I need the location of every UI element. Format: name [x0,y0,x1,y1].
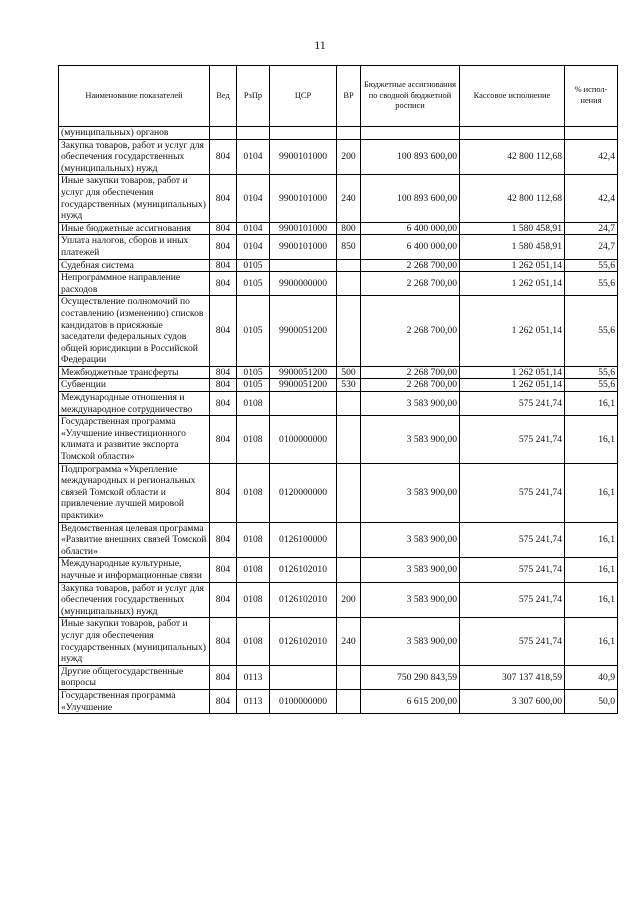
cell-csr: 9900101000 [270,175,337,222]
cell-rzpr: 0105 [237,272,270,296]
cell-plan: 6 615 200,00 [361,689,460,713]
cell-exec: 3 307 600,00 [460,689,565,713]
cell-vr [337,665,361,689]
cell-name: Иные закупки товаров, работ и услуг для обеспечения государственных (муниципальных) нужд [59,618,210,665]
cell-pct: 16,1 [565,416,618,463]
cell-vr: 530 [337,379,361,392]
cell-plan: 2 268 700,00 [361,379,460,392]
cell-csr: 0126102010 [270,558,337,582]
cell-rzpr: 0108 [237,522,270,558]
cell-csr: 0100000000 [270,416,337,463]
cell-pct: 16,1 [565,558,618,582]
header-plan: Бюджетные ассигнования по сводной бюджетной росписи [361,66,460,127]
cell-vr: 500 [337,366,361,379]
table-row [59,272,618,296]
cell-csr [270,665,337,689]
cell-csr: 0126100000 [270,522,337,558]
table-row [59,522,618,558]
table-row [59,558,618,582]
cell-name: Межбюджетные трансферты [59,366,210,379]
cell-vr [337,416,361,463]
cell-plan: 2 268 700,00 [361,259,460,272]
cell-pct: 16,1 [565,618,618,665]
cell-rzpr: 0108 [237,416,270,463]
cell-plan: 3 583 900,00 [361,463,460,522]
cell-exec: 575 241,74 [460,582,565,618]
cell-pct: 55,6 [565,259,618,272]
cell-exec: 1 262 051,14 [460,296,565,367]
cell-pct: 55,6 [565,379,618,392]
cell-plan: 3 583 900,00 [361,618,460,665]
cell-exec: 42 800 112,68 [460,139,565,175]
cell-vr: 200 [337,582,361,618]
cell-name: Судебная система [59,259,210,272]
cell-ved: 804 [210,366,237,379]
cell-csr: 9900000000 [270,272,337,296]
header-vr: ВР [337,66,361,127]
cell-pct: 42,4 [565,175,618,222]
table-row [59,582,618,618]
cell-exec: 575 241,74 [460,522,565,558]
cell-plan: 2 268 700,00 [361,366,460,379]
cell-vr: 200 [337,139,361,175]
cell-name: Иные закупки товаров, работ и услуг для обеспечения государственных (муниципальных) нужд [59,175,210,222]
header-name: Наименование показателей [59,66,210,127]
cell-plan: 100 893 600,00 [361,139,460,175]
cell-rzpr: 0113 [237,689,270,713]
cell-csr: 0126102010 [270,618,337,665]
table-row [59,259,618,272]
cell-exec: 1 580 458,91 [460,222,565,235]
cell-vr [337,272,361,296]
cell-vr [337,463,361,522]
cell-plan: 100 893 600,00 [361,175,460,222]
cell-exec: 575 241,74 [460,618,565,665]
cell-ved: 804 [210,139,237,175]
cell-rzpr: 0105 [237,296,270,367]
cell-exec: 1 262 051,14 [460,379,565,392]
cell-pct: 24,7 [565,235,618,259]
cell-rzpr: 0108 [237,558,270,582]
cell-vr [337,259,361,272]
cell-rzpr: 0113 [237,665,270,689]
cell-name: (муниципальных) органов [59,127,210,140]
table-header-row [59,66,618,127]
table-row [59,665,618,689]
cell-csr [270,127,337,140]
cell-name: Иные бюджетные ассигнования [59,222,210,235]
cell-plan: 750 290 843,59 [361,665,460,689]
table-row [59,689,618,713]
cell-name: Международные отношения и международное сотрудничество [59,392,210,416]
cell-rzpr [237,127,270,140]
cell-pct: 16,1 [565,522,618,558]
cell-plan: 2 268 700,00 [361,272,460,296]
cell-pct: 24,7 [565,222,618,235]
cell-exec: 1 262 051,14 [460,272,565,296]
cell-plan: 6 400 000,00 [361,222,460,235]
budget-execution-table [58,65,618,714]
table-row [59,139,618,175]
cell-ved: 804 [210,665,237,689]
cell-ved: 804 [210,272,237,296]
cell-csr: 9900051200 [270,379,337,392]
cell-exec: 575 241,74 [460,416,565,463]
cell-rzpr: 0105 [237,379,270,392]
cell-exec: 1 262 051,14 [460,366,565,379]
cell-rzpr: 0105 [237,259,270,272]
cell-ved: 804 [210,416,237,463]
cell-csr: 9900101000 [270,139,337,175]
header-ved: Вед [210,66,237,127]
cell-pct: 42,4 [565,139,618,175]
cell-name: Непрограммное направление расходов [59,272,210,296]
cell-name: Ведомственная целевая программа «Развитие внешних связей Томской области» [59,522,210,558]
cell-csr: 0120000000 [270,463,337,522]
cell-ved: 804 [210,463,237,522]
cell-vr: 800 [337,222,361,235]
cell-rzpr: 0104 [237,235,270,259]
cell-pct: 55,6 [565,366,618,379]
cell-exec: 575 241,74 [460,392,565,416]
cell-plan: 3 583 900,00 [361,522,460,558]
cell-rzpr: 0108 [237,618,270,665]
cell-csr [270,392,337,416]
table-row [59,222,618,235]
cell-rzpr: 0108 [237,582,270,618]
cell-pct: 40,9 [565,665,618,689]
table-row [59,296,618,367]
cell-name: Осуществление полномочий по составлению (изменению) списков кандидатов в присяжные заседатели федеральных судов общей юрисдикции в Российской Федерации [59,296,210,367]
cell-rzpr: 0104 [237,222,270,235]
cell-csr [270,259,337,272]
cell-vr [337,558,361,582]
cell-plan [361,127,460,140]
cell-ved: 804 [210,235,237,259]
table-row [59,175,618,222]
cell-exec: 575 241,74 [460,463,565,522]
header-csr: ЦСР [270,66,337,127]
cell-pct [565,127,618,140]
cell-vr: 850 [337,235,361,259]
header-exec: Кассовое исполнение [460,66,565,127]
cell-exec: 1 262 051,14 [460,259,565,272]
cell-exec: 42 800 112,68 [460,175,565,222]
table-row [59,618,618,665]
cell-ved: 804 [210,582,237,618]
cell-ved [210,127,237,140]
table-row [59,235,618,259]
table-row [59,463,618,522]
table-body [59,127,618,714]
cell-pct: 55,6 [565,272,618,296]
cell-csr: 9900051200 [270,296,337,367]
cell-name: Субвенции [59,379,210,392]
cell-name: Подпрограмма «Укрепление международных и региональных связей Томской области и привлечение лучшей мировой практики» [59,463,210,522]
cell-plan: 3 583 900,00 [361,582,460,618]
cell-vr: 240 [337,618,361,665]
cell-csr: 9900101000 [270,235,337,259]
cell-exec: 307 137 418,59 [460,665,565,689]
cell-name: Другие общегосударственные вопросы [59,665,210,689]
cell-ved: 804 [210,175,237,222]
cell-vr [337,127,361,140]
cell-csr: 0100000000 [270,689,337,713]
page-number: 11 [314,38,326,52]
cell-rzpr: 0104 [237,139,270,175]
cell-plan: 3 583 900,00 [361,558,460,582]
cell-ved: 804 [210,379,237,392]
header-pct: % испол-нения [565,66,618,127]
cell-pct: 16,1 [565,582,618,618]
cell-ved: 804 [210,296,237,367]
cell-vr [337,689,361,713]
table-row [59,416,618,463]
cell-ved: 804 [210,222,237,235]
cell-vr [337,296,361,367]
cell-plan: 6 400 000,00 [361,235,460,259]
cell-rzpr: 0105 [237,366,270,379]
cell-plan: 3 583 900,00 [361,416,460,463]
cell-csr: 9900101000 [270,222,337,235]
cell-ved: 804 [210,392,237,416]
cell-name: Закупка товаров, работ и услуг для обеспечения государственных (муниципальных) нужд [59,582,210,618]
cell-vr [337,522,361,558]
cell-rzpr: 0108 [237,463,270,522]
cell-ved: 804 [210,558,237,582]
cell-pct: 16,1 [565,463,618,522]
cell-ved: 804 [210,689,237,713]
cell-name: Государственная программа «Улучшение [59,689,210,713]
cell-csr: 0126102010 [270,582,337,618]
cell-plan: 2 268 700,00 [361,296,460,367]
cell-pct: 50,0 [565,689,618,713]
cell-exec: 575 241,74 [460,558,565,582]
header-rzpr: РзПр [237,66,270,127]
cell-exec [460,127,565,140]
table-row [59,366,618,379]
cell-ved: 804 [210,259,237,272]
cell-vr: 240 [337,175,361,222]
cell-plan: 3 583 900,00 [361,392,460,416]
cell-ved: 804 [210,522,237,558]
cell-name: Международные культурные, научные и информационные связи [59,558,210,582]
cell-rzpr: 0104 [237,175,270,222]
cell-rzpr: 0108 [237,392,270,416]
cell-csr: 9900051200 [270,366,337,379]
cell-ved: 804 [210,618,237,665]
table-row [59,392,618,416]
cell-vr [337,392,361,416]
cell-name: Уплата налогов, сборов и иных платежей [59,235,210,259]
cell-pct: 55,6 [565,296,618,367]
cell-exec: 1 580 458,91 [460,235,565,259]
cell-name: Государственная программа «Улучшение инвестиционного климата и развитие экспорта Томской области» [59,416,210,463]
table-row [59,379,618,392]
cell-name: Закупка товаров, работ и услуг для обеспечения государственных (муниципальных) нужд [59,139,210,175]
cell-pct: 16,1 [565,392,618,416]
table-row [59,127,618,140]
